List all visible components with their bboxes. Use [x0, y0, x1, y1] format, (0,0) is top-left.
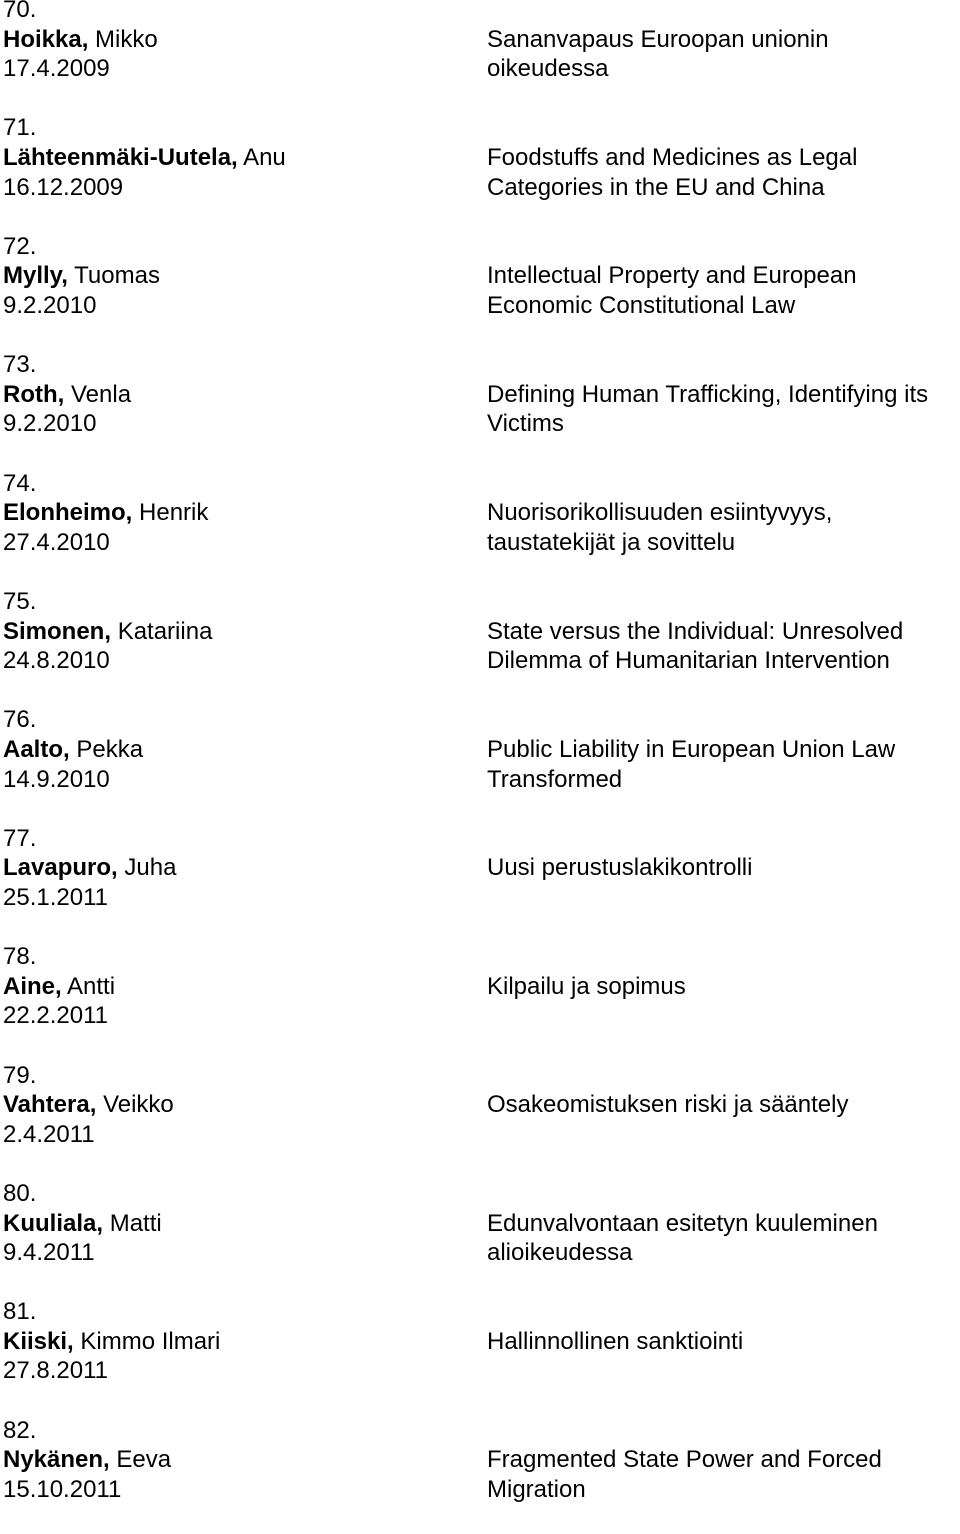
author-name [3, 261, 473, 291]
author-block [3, 350, 473, 439]
entry-number: 80. [3, 1179, 37, 1207]
publication-title [487, 380, 960, 439]
publication-list [3, 0, 960, 1534]
author-name [3, 617, 473, 647]
author-surname: Roth, [3, 380, 65, 408]
author-block [3, 1416, 473, 1505]
list-item [3, 350, 960, 468]
title-line: Hallinnollinen sanktiointi [487, 1327, 744, 1355]
publication-title [487, 972, 960, 1031]
publication-date: 16.12.2009 [3, 173, 124, 201]
publication-title [487, 1445, 960, 1504]
list-item [3, 113, 960, 231]
title-line: Fragmented State Power and Forced [487, 1446, 882, 1474]
title-line: taustatekijät ja sovittelu [487, 528, 736, 556]
author-name [3, 735, 473, 765]
author-surname: Simonen, [3, 617, 112, 645]
publication-title [487, 143, 960, 202]
author-given-name: Mikko [95, 25, 158, 53]
author-block [3, 1297, 473, 1386]
author-given-name: Tuomas [74, 262, 160, 290]
author-surname: Lähteenmäki-Uutela, [3, 143, 238, 171]
list-item [3, 469, 960, 587]
author-given-name: Anu [243, 143, 286, 171]
publication-title [487, 261, 960, 320]
publication-title [487, 853, 960, 912]
publication-date: 27.4.2010 [3, 528, 110, 556]
author-surname: Aalto, [3, 735, 70, 763]
title-line [487, 1356, 960, 1386]
publication-date: 25.1.2011 [3, 883, 108, 911]
author-block [3, 942, 473, 1031]
list-item [3, 0, 960, 113]
author-surname: Hoikka, [3, 25, 89, 53]
title-line: Victims [487, 410, 564, 438]
author-block [3, 113, 473, 202]
title-line: Foodstuffs and Medicines as Legal [487, 143, 858, 171]
author-block [3, 824, 473, 913]
author-name [3, 1327, 473, 1357]
author-surname: Vahtera, [3, 1091, 97, 1119]
publication-date: 15.10.2011 [3, 1475, 122, 1503]
author-block [3, 587, 473, 676]
author-name [3, 1209, 473, 1239]
title-line: Intellectual Property and European [487, 262, 857, 290]
author-surname: Nykänen, [3, 1446, 110, 1474]
author-name [3, 143, 473, 173]
title-line: Uusi perustuslakikontrolli [487, 854, 753, 882]
author-given-name: Kimmo Ilmari [80, 1327, 221, 1355]
publication-title [487, 735, 960, 794]
author-surname: Kuuliala, [3, 1209, 104, 1237]
title-line: Transformed [487, 765, 623, 793]
publication-date: 9.4.2011 [3, 1239, 95, 1267]
publication-date: 24.8.2010 [3, 647, 110, 675]
entry-number: 82. [3, 1416, 37, 1444]
author-block [3, 705, 473, 794]
publication-title [487, 25, 960, 84]
author-surname: Elonheimo, [3, 499, 133, 527]
author-block [3, 469, 473, 558]
entry-number: 71. [3, 114, 37, 142]
entry-number: 76. [3, 706, 37, 734]
entry-number: 74. [3, 469, 37, 497]
entry-number: 73. [3, 351, 37, 379]
author-surname: Kiiski, [3, 1327, 74, 1355]
list-item [3, 824, 960, 942]
author-given-name: Matti [109, 1209, 162, 1237]
list-item [3, 1416, 960, 1534]
publication-date: 9.2.2010 [3, 410, 97, 438]
author-surname: Lavapuro, [3, 854, 118, 882]
entry-number: 78. [3, 943, 37, 971]
author-given-name: Juha [124, 854, 177, 882]
author-given-name: Venla [70, 380, 132, 408]
author-name [3, 380, 473, 410]
author-name [3, 498, 473, 528]
title-line: Nuorisorikollisuuden esiintyvyys, [487, 499, 833, 527]
author-name [3, 972, 473, 1002]
list-item [3, 942, 960, 1060]
entry-number: 81. [3, 1298, 37, 1326]
author-name [3, 25, 473, 55]
list-item [3, 1061, 960, 1179]
author-given-name: Pekka [76, 735, 144, 763]
author-surname: Mylly, [3, 262, 68, 290]
author-given-name: Antti [67, 972, 116, 1000]
title-line: Edunvalvontaan esitetyn kuuleminen [487, 1209, 878, 1237]
list-item [3, 232, 960, 350]
title-line: Migration [487, 1475, 586, 1503]
author-block [3, 1179, 473, 1268]
publication-title [487, 617, 960, 676]
author-given-name: Veikko [103, 1091, 174, 1119]
publication-date: 17.4.2009 [3, 55, 110, 83]
list-item [3, 1179, 960, 1297]
title-line: Public Liability in European Union Law [487, 735, 896, 763]
publication-date: 14.9.2010 [3, 765, 110, 793]
title-line [487, 1001, 960, 1031]
entry-number: 77. [3, 824, 37, 852]
publication-title [487, 1090, 960, 1149]
author-given-name: Henrik [139, 499, 209, 527]
author-name [3, 1090, 473, 1120]
publication-date: 2.4.2011 [3, 1120, 95, 1148]
title-line: Defining Human Trafficking, Identifying its [487, 380, 929, 408]
title-line: Economic Constitutional Law [487, 291, 796, 319]
publication-title [487, 1209, 960, 1268]
title-line: Categories in the EU and China [487, 173, 825, 201]
title-line [487, 883, 960, 913]
publication-date: 22.2.2011 [3, 1002, 108, 1030]
entry-number: 70. [3, 0, 37, 23]
entry-number: 79. [3, 1061, 37, 1089]
author-surname: Aine, [3, 972, 62, 1000]
title-line: Osakeomistuksen riski ja sääntely [487, 1091, 849, 1119]
title-line: Kilpailu ja sopimus [487, 972, 686, 1000]
author-block [3, 1061, 473, 1150]
author-block [3, 0, 473, 84]
author-name [3, 853, 473, 883]
title-line: oikeudessa [487, 55, 609, 83]
publication-date: 27.8.2011 [3, 1357, 108, 1385]
list-item [3, 705, 960, 823]
publication-title [487, 1327, 960, 1386]
title-line: Dilemma of Humanitarian Intervention [487, 647, 890, 675]
publication-date: 9.2.2010 [3, 291, 97, 319]
title-line [487, 1120, 960, 1150]
list-item [3, 1297, 960, 1415]
author-name [3, 1445, 473, 1475]
entry-number: 72. [3, 232, 37, 260]
author-given-name: Eeva [116, 1446, 172, 1474]
entry-number: 75. [3, 587, 37, 615]
list-item [3, 587, 960, 705]
title-line: State versus the Individual: Unresolved [487, 617, 904, 645]
author-block [3, 232, 473, 321]
publication-title [487, 498, 960, 557]
author-given-name: Katariina [117, 617, 213, 645]
title-line: alioikeudessa [487, 1239, 633, 1267]
title-line: Sananvapaus Euroopan unionin [487, 25, 829, 53]
